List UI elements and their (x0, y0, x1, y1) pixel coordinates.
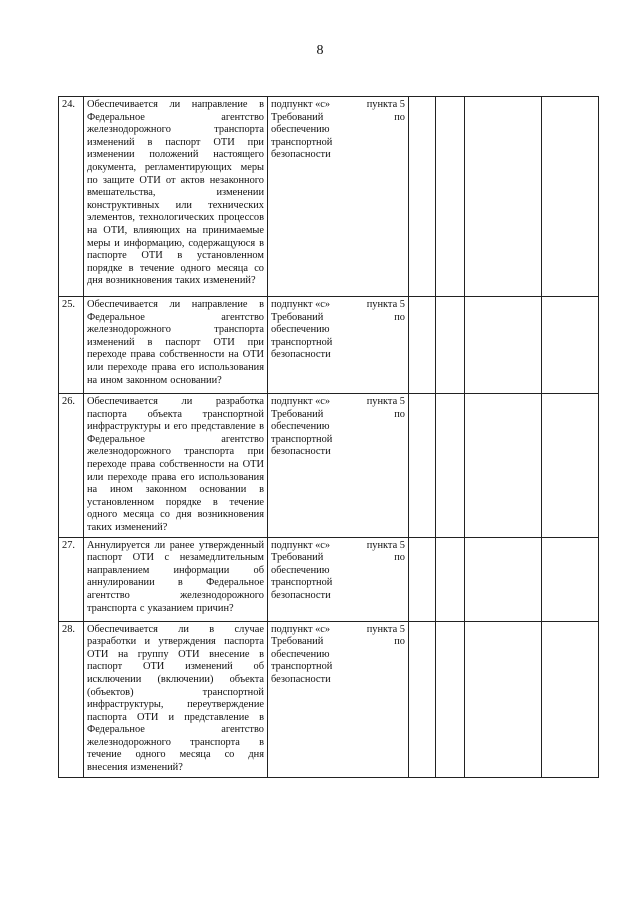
ref-line4: транспортной (271, 433, 333, 445)
checklist-table (58, 96, 599, 778)
notes-cell (542, 537, 599, 621)
row-number: 28. (59, 621, 84, 777)
ref-line3: обеспечению (271, 564, 330, 576)
ref-requirements: Требований (271, 311, 324, 323)
ref-requirements: Требований (271, 408, 324, 420)
ref-preposition: по (394, 636, 405, 648)
row-number: 25. (59, 297, 84, 394)
notes-cell (542, 97, 599, 297)
ref-point: пункта 5 (366, 299, 405, 310)
ref-subpoint: подпункт «с» (271, 99, 331, 110)
ref-point: пункта 5 (366, 623, 405, 635)
answer-cell-yes (409, 97, 436, 297)
question-text: Обеспечивается ли в случае разработки и утверждения паспорта ОТИ на группу ОТИ внесение в паспорт ОТИ изменений об исключении (включении) объекта (объектов) транспортной инфраструктуры, переутверждение паспорта ОТИ и представление в Федеральное агентство железнодорожного транспорта в течение одного месяца со дня внесения изменений? (84, 621, 268, 777)
notes-cell (542, 621, 599, 777)
answer-cell-no (436, 621, 465, 777)
ref-point: пункта 5 (366, 99, 405, 110)
ref-preposition: по (394, 552, 405, 564)
legal-reference (268, 394, 409, 538)
legal-reference (268, 297, 409, 394)
row-number: 27. (59, 537, 84, 621)
table-row (59, 297, 599, 394)
row-number: 26. (59, 394, 84, 538)
answer-cell-no (436, 537, 465, 621)
answer-cell-na (465, 97, 542, 297)
answer-cell-yes (409, 537, 436, 621)
ref-preposition: по (394, 408, 405, 420)
table-row (59, 621, 599, 777)
ref-line5: безопасности (271, 589, 331, 601)
answer-cell-no (436, 297, 465, 394)
answer-cell-yes (409, 621, 436, 777)
ref-line5: безопасности (271, 673, 331, 685)
answer-cell-no (436, 394, 465, 538)
ref-requirements: Требований (271, 636, 324, 648)
answer-cell-na (465, 297, 542, 394)
answer-cell-no (436, 97, 465, 297)
ref-subpoint: подпункт «с» (271, 396, 331, 407)
table-row (59, 97, 599, 297)
ref-point: пункта 5 (366, 539, 405, 551)
ref-line4: транспортной (271, 136, 333, 148)
ref-preposition: по (394, 111, 405, 123)
legal-reference (268, 97, 409, 297)
ref-requirements: Требований (271, 111, 324, 123)
ref-line3: обеспечению (271, 124, 330, 136)
ref-subpoint: подпункт «с» (271, 623, 331, 635)
ref-subpoint: подпункт «с» (271, 539, 331, 551)
ref-line5: безопасности (271, 349, 331, 361)
table-row (59, 537, 599, 621)
page-number: 8 (316, 43, 324, 58)
ref-line3: обеспечению (271, 421, 330, 433)
notes-cell (542, 297, 599, 394)
question-text: Обеспечивается ли направление в Федеральное агентство железнодорожного транспорта изменений в паспорт ОТИ при изменении положений настоящего документа, регламентирующих меры по защите ОТИ от актов незаконного вмешательства, изменении конструктивных или технических элементов, технологических процессов на ОТИ, влияющих на принимаемые меры и информацию, содержащуюся в паспорте ОТИ в установленном порядке в течение одного месяца со дня возникновения таких изменений? (84, 97, 268, 297)
answer-cell-na (465, 621, 542, 777)
ref-line3: обеспечению (271, 648, 330, 660)
notes-cell (542, 394, 599, 538)
ref-point: пункта 5 (366, 396, 405, 407)
answer-cell-na (465, 394, 542, 538)
ref-line5: безопасности (271, 149, 331, 161)
question-text: Обеспечивается ли разработка паспорта объекта транспортной инфраструктуры и его представление в Федеральное агентство железнодорожного транспорта при переходе права собственности на ОТИ или переходе права его использования на ином законном основании в установленном порядке в течение одного месяца со дня возникновения таких изменений? (84, 394, 268, 538)
table-row (59, 394, 599, 538)
ref-line4: транспортной (271, 336, 333, 348)
question-text: Обеспечивается ли направление в Федеральное агентство железнодорожного транспорта изменений в паспорт ОТИ при переходе права собственности на ОТИ или переходе права его использования на ином законном основании? (84, 297, 268, 394)
ref-subpoint: подпункт «с» (271, 299, 331, 310)
answer-cell-na (465, 537, 542, 621)
row-number: 24. (59, 97, 84, 297)
ref-requirements: Требований (271, 552, 324, 564)
ref-line5: безопасности (271, 446, 331, 458)
ref-line4: транспортной (271, 661, 333, 673)
answer-cell-yes (409, 394, 436, 538)
ref-line4: транспортной (271, 577, 333, 589)
legal-reference (268, 537, 409, 621)
legal-reference (268, 621, 409, 777)
answer-cell-yes (409, 297, 436, 394)
ref-preposition: по (394, 311, 405, 323)
question-text: Аннулируется ли ранее утвержденный паспорт ОТИ с незамедлительным направлением информации об аннулировании в Федеральное агентство железнодорожного транспорта с указанием причин? (84, 537, 268, 621)
ref-line3: обеспечению (271, 324, 330, 336)
